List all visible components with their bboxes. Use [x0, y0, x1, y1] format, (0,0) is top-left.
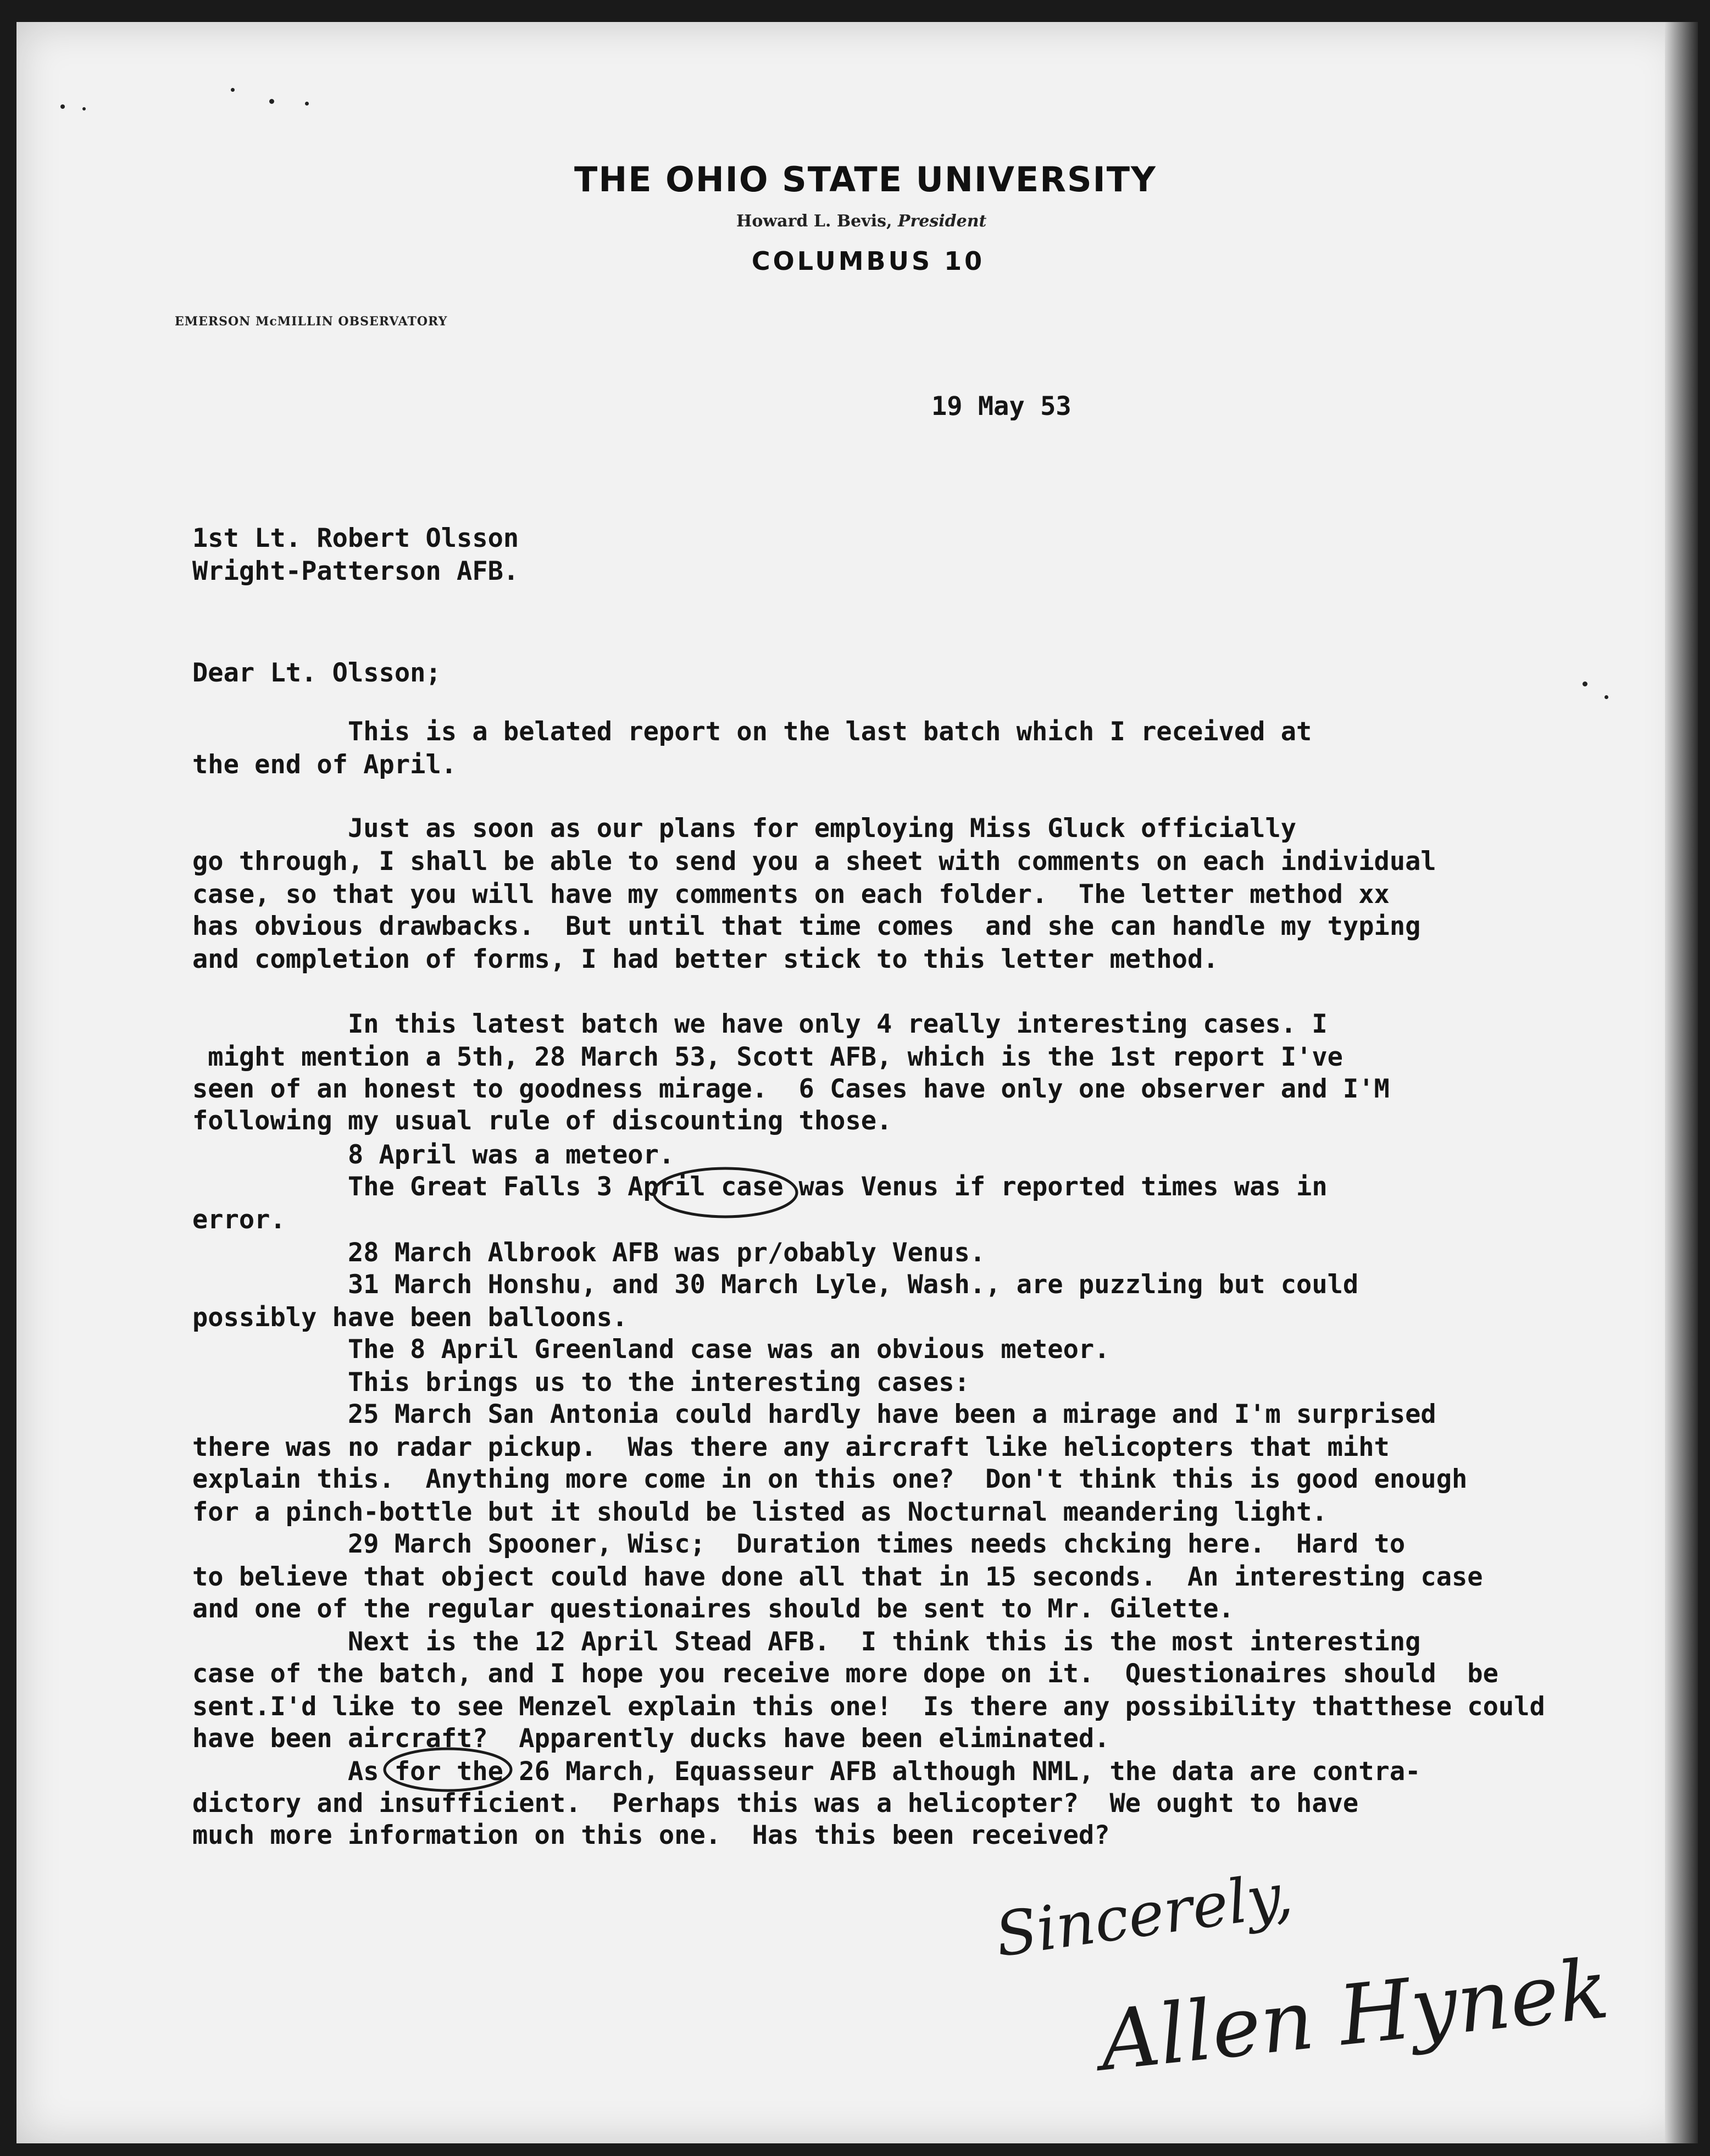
scan-speck [1583, 681, 1587, 686]
recipient-line-1: 1st Lt. Robert Olsson [192, 523, 519, 553]
body-line: much more information on this one. Has this been received? [192, 1820, 1110, 1850]
body-line: The 8 April Greenland case was an obvious meteor. [192, 1334, 1110, 1365]
body-line: case, so that you will have my comments on each folder. The letter method xx [192, 879, 1390, 910]
scan-speck [231, 88, 235, 92]
body-line: 31 March Honshu, and 30 March Lyle, Wash., are puzzling but could [192, 1270, 1359, 1300]
body-line: there was no radar pickup. Was there any aircraft like helicopters that miht [192, 1432, 1390, 1462]
body-line: and completion of forms, I had better stick to this letter method. [192, 944, 1219, 974]
body-line: In this latest batch we have only 4 really interesting cases. I [192, 1009, 1328, 1039]
body-line: seen of an honest to goodness mirage. 6 Cases have only one observer and I'M [192, 1074, 1390, 1104]
body-line: and one of the regular questionaires should be sent to Mr. Gilette. [192, 1594, 1234, 1624]
body-line: sent.I'd like to see Menzel explain this one! Is there any possibility thatthese could [192, 1692, 1545, 1722]
city-line: COLUMBUS 10 [751, 246, 985, 276]
body-line: following my usual rule of discounting those. [192, 1106, 892, 1136]
body-line: This brings us to the interesting cases: [192, 1367, 970, 1398]
scan-speck [60, 104, 65, 109]
body-line: explain this. Anything more come in on this one? Don't think this is good enough [192, 1464, 1468, 1494]
body-line: 25 March San Antonia could hardly have been a mirage and I'm surprised [192, 1399, 1436, 1429]
body-line: This is a belated report on the last batch which I received at [192, 717, 1312, 747]
closing-handwritten: Sincerely, [991, 1859, 1297, 1971]
body-line: Just as soon as our plans for employing Miss Gluck officially [192, 813, 1297, 844]
body-line: for a pinch-bottle but it should be listed as Nocturnal meandering light. [192, 1497, 1328, 1527]
scan-speck [82, 107, 86, 110]
scan-speck [1604, 695, 1608, 699]
department-name: EMERSON McMILLIN OBSERVATORY [175, 314, 448, 329]
body-line: Next is the 12 April Stead AFB. I think this is the most interesting [192, 1627, 1421, 1657]
body-line: 8 April was a meteor. [192, 1140, 675, 1170]
body-line: possibly have been balloons. [192, 1303, 628, 1333]
president-line [736, 212, 1000, 231]
letter-date: 19 May 53 [931, 391, 1071, 422]
body-line: go through, I shall be able to send you a sheet with comments on each individual [192, 846, 1436, 877]
scan-speck [305, 102, 309, 106]
signature-handwritten: Allen Hynek [1095, 1941, 1613, 2090]
body-line: 29 March Spooner, Wisc; Duration times needs chcking here. Hard to [192, 1529, 1406, 1559]
body-line: dictory and insufficient. Perhaps this was a helicopter? We ought to have [192, 1788, 1359, 1819]
body-line: might mention a 5th, 28 March 53, Scott AFB, which is the 1st report I've [192, 1042, 1343, 1072]
body-line: have been aircraft? Apparently ducks have been eliminated. [192, 1723, 1110, 1754]
salutation: Dear Lt. Olsson; [192, 658, 441, 688]
body-line: error. [192, 1205, 286, 1235]
scan-speck [269, 99, 274, 104]
recipient-line-2: Wright-Patterson AFB. [192, 556, 519, 586]
body-line: As for the 26 March, Equasseur AFB although NML, the data are contra- [192, 1756, 1421, 1787]
scan-edge-shadow [1665, 22, 1698, 2143]
body-line: the end of April. [192, 750, 457, 780]
president-title: President [897, 212, 987, 231]
body-line: case of the batch, and I hope you receive more dope on it. Questionaires should be [192, 1659, 1498, 1689]
body-line: The Great Falls 3 April case was Venus if reported times was in [192, 1172, 1328, 1202]
body-line: to believe that object could have done all that in 15 seconds. An interesting case [192, 1562, 1483, 1592]
body-line: has obvious drawbacks. But until that time comes and she can handle my typing [192, 911, 1421, 941]
body-line: 28 March Albrook AFB was pr/obably Venus. [192, 1238, 986, 1268]
institution-name: THE OHIO STATE UNIVERSITY [574, 159, 1157, 199]
president-name: Howard L. Bevis, [736, 212, 892, 231]
